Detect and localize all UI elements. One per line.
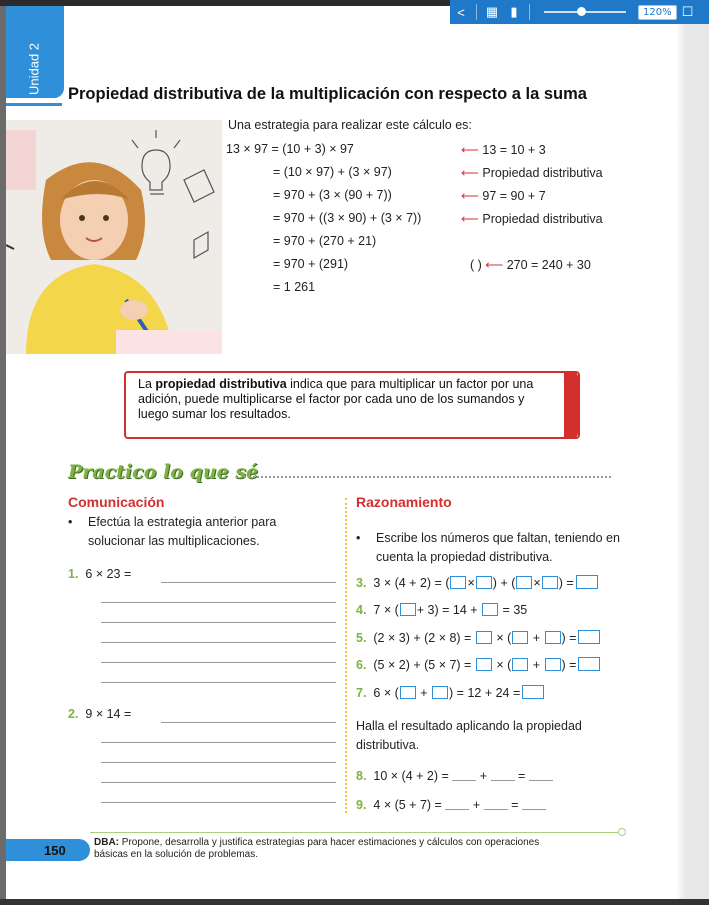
page-number: 150	[44, 843, 66, 858]
girl-writing-photo	[6, 120, 222, 354]
work-line[interactable]	[101, 802, 336, 803]
share-icon[interactable]: <	[457, 4, 465, 20]
exercise-8: 8. 10 × (4 + 2) = + =	[356, 769, 553, 783]
work-line[interactable]	[101, 622, 336, 623]
work-line[interactable]	[101, 642, 336, 643]
bullet-icon: •	[68, 515, 73, 529]
exercise-9: 9. 4 × (5 + 7) = + =	[356, 798, 546, 812]
work-line[interactable]	[101, 662, 336, 663]
zoom-slider[interactable]	[544, 11, 626, 13]
definition-box-tab	[564, 371, 578, 439]
viewer-toolbar	[450, 0, 709, 24]
comunicacion-heading: Comunicación	[68, 494, 165, 510]
razonamiento-instruction: • Escribe los números que faltan, teniendo en cuenta la propiedad distributiva.	[356, 531, 620, 564]
answer-box[interactable]	[400, 603, 416, 616]
left-arrow-icon: ⟵	[461, 189, 479, 203]
answer-box[interactable]	[578, 657, 600, 671]
answer-box[interactable]	[476, 631, 492, 644]
work-line[interactable]	[101, 782, 336, 783]
page-title: Propiedad distributiva de la multiplicación con respecto a la suma	[68, 85, 587, 103]
pages-icon[interactable]: ▦	[485, 4, 499, 19]
definition-term: propiedad distributiva	[155, 377, 287, 391]
razonamiento-instruction-2: Halla el resultado aplicando la propiedad distributiva.	[356, 719, 582, 752]
textbook-page	[6, 6, 686, 899]
strategy-step-7: = 1 261	[273, 280, 316, 294]
toolbar-separator	[529, 4, 530, 20]
comunicacion-instruction: • Efectúa la estrategia anterior para solucionar las multiplicaciones.	[68, 515, 277, 548]
strategy-step-4: = 970 + ((3 × 90) + (3 × 7))	[273, 211, 422, 225]
answer-box[interactable]	[432, 686, 448, 699]
strategy-note-4: ⟵ Propiedad distributiva	[461, 212, 603, 226]
bullet-icon: •	[356, 531, 361, 545]
answer-box[interactable]	[576, 575, 598, 589]
strategy-note-6: ( ) ⟵ 270 = 240 + 30	[470, 258, 591, 272]
strategy-note-2: ⟵ Propiedad distributiva	[461, 166, 603, 180]
zoom-level[interactable]: 120%	[638, 5, 677, 20]
answer-box[interactable]	[476, 658, 492, 671]
answer-blank[interactable]	[484, 798, 508, 810]
page-icon[interactable]: ▮	[510, 4, 518, 19]
toolbar-separator	[476, 4, 477, 20]
exercise-2: 2. 9 × 14 =	[68, 707, 132, 721]
exercise-5: 5. (2 × 3) + (2 × 8) = × ( + ) =	[356, 630, 600, 645]
answer-box[interactable]	[400, 686, 416, 699]
answer-blank[interactable]	[445, 798, 469, 810]
fullscreen-icon[interactable]: ☐	[681, 4, 694, 19]
answer-box[interactable]	[512, 658, 528, 671]
work-line[interactable]	[101, 742, 336, 743]
zoom-slider-thumb[interactable]	[577, 7, 586, 16]
girl-illustration-icon	[6, 120, 222, 354]
answer-box[interactable]	[476, 576, 492, 589]
answer-box[interactable]	[545, 658, 561, 671]
exercise-4: 4. 7 × ( + 3) = 14 + = 35	[356, 603, 528, 617]
footer-divider	[90, 832, 620, 833]
answer-box[interactable]	[516, 576, 532, 589]
answer-box[interactable]	[482, 603, 498, 616]
answer-blank[interactable]	[522, 798, 546, 810]
answer-blank[interactable]	[452, 769, 476, 781]
strategy-step-3: = 970 + (3 × (90 + 7))	[273, 188, 392, 202]
viewer-bottom-edge	[0, 899, 709, 905]
answer-box[interactable]	[450, 576, 466, 589]
work-line[interactable]	[101, 682, 336, 683]
left-arrow-icon: ⟵	[461, 166, 479, 180]
page-edge-shadow	[676, 6, 686, 899]
unit-label: Unidad 2	[26, 42, 42, 96]
answer-box[interactable]	[522, 685, 544, 699]
strategy-step-6: = 970 + (291)	[273, 257, 349, 271]
left-arrow-icon: ⟵	[461, 143, 479, 157]
paren-mark: ( )	[470, 258, 482, 272]
practico-heading: Practico lo que sé	[68, 461, 259, 483]
work-line[interactable]	[101, 602, 336, 603]
definition-text: La propiedad distributiva indica que para multiplicar un factor por una adición, puede multiplicarse el factor por cada uno de los sumandos y luego sumar los resultados.	[138, 377, 534, 421]
razonamiento-heading: Razonamiento	[356, 494, 452, 510]
exercise-1-answer-line[interactable]	[161, 582, 336, 583]
viewer-scroll-area[interactable]	[686, 6, 709, 899]
exercise-3: 3. 3 × (4 + 2) = ( × ) + ( × ) =	[356, 575, 598, 590]
exercise-7: 7. 6 × ( + ) = 12 + 24 =	[356, 685, 544, 700]
answer-blank[interactable]	[491, 769, 515, 781]
strategy-step-2: = (10 × 97) + (3 × 97)	[273, 165, 392, 179]
work-line[interactable]	[101, 762, 336, 763]
answer-box[interactable]	[542, 576, 558, 589]
exercise-1: 1. 6 × 23 =	[68, 567, 132, 581]
exercise-6: 6. (5 × 2) + (5 × 7) = × ( + ) =	[356, 657, 600, 672]
strategy-intro: Una estrategia para realizar este cálculo es:	[228, 118, 472, 132]
footer-dot	[618, 828, 626, 836]
answer-box[interactable]	[578, 630, 600, 644]
answer-blank[interactable]	[529, 769, 553, 781]
strategy-step-1: 13 × 97 = (10 + 3) × 97	[226, 142, 354, 156]
left-arrow-icon: ⟵	[461, 212, 479, 226]
unit-divider	[6, 103, 62, 106]
strategy-note-3: ⟵ 97 = 90 + 7	[461, 189, 546, 203]
column-divider	[345, 498, 347, 813]
exercise-2-answer-line[interactable]	[161, 722, 336, 723]
dba-note: DBA: Propone, desarrolla y justifica estrategias para hacer estimaciones y cálculos con operaciones básicas en la solución de problemas.	[94, 837, 540, 860]
strategy-step-5: = 970 + (270 + 21)	[273, 234, 377, 248]
strategy-note-1: ⟵ 13 = 10 + 3	[461, 143, 546, 157]
answer-box[interactable]	[545, 631, 561, 644]
answer-box[interactable]	[512, 631, 528, 644]
practico-divider	[244, 476, 611, 478]
left-arrow-icon: ⟵	[485, 258, 504, 272]
